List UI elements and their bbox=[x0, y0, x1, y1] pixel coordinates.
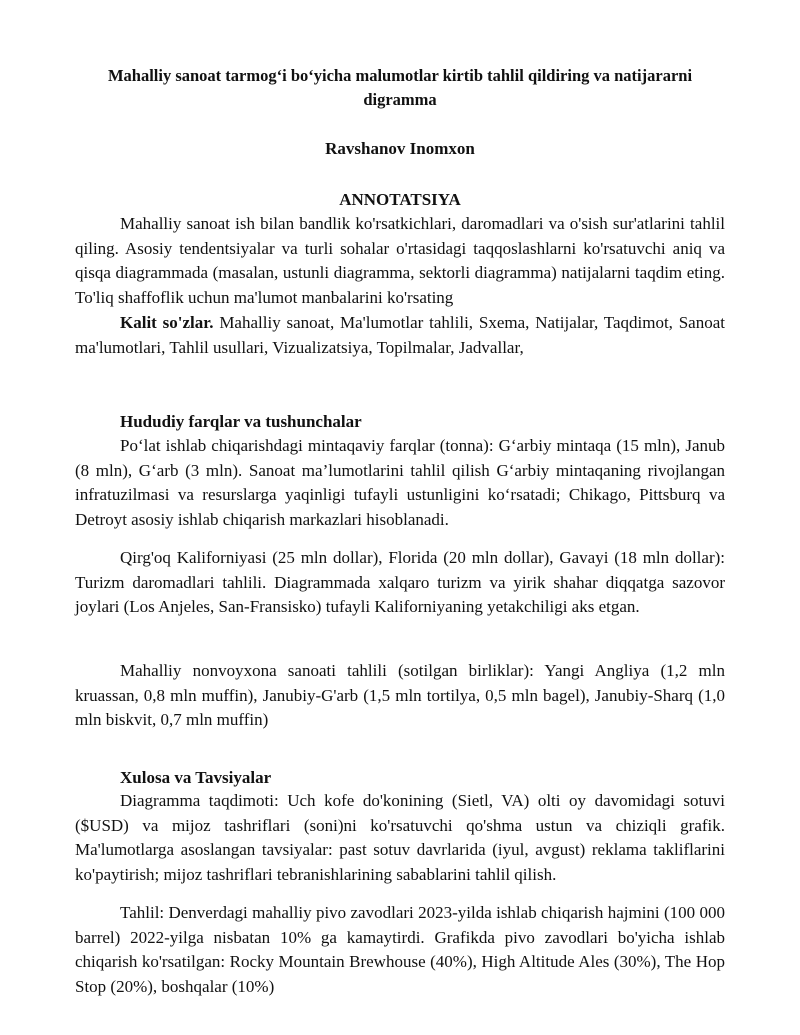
paragraph-bakery: Mahalliy nonvoyxona sanoati tahlili (sotilgan birliklar): Yangi Angliya (1,2 mln kruassan, 0,8 mln muffin), Janubiy-G'arb (1,5 mln tortilya, 0,5 mln bagel), Janubiy-Sharq (1,0 mln biskvit, 0,7 mln muffin) bbox=[75, 661, 725, 729]
section-heading-regional: Hududiy farqlar va tushunchalar bbox=[120, 412, 362, 431]
paper-title: Mahalliy sanoat tarmog‘i bo‘yicha malumotlar kirtib tahlil qildiring va natijararni digramma bbox=[107, 66, 693, 109]
keywords-label: Kalit so'zlar. bbox=[120, 313, 214, 332]
paragraph-tourism: Qirg'oq Kaliforniyasi (25 mln dollar), Florida (20 mln dollar), Gavayi (18 mln dollar): Turizm daromadlari tahlili. Diagrammada xalqaro turizm va yirik shahar diqqatga sazovor joylari (Los Anjeles, San-Fransisko) tufayli Kaliforniyaning yetakchiligi aks etgan. bbox=[75, 548, 725, 616]
paragraph-steel: Po‘lat ishlab chiqarishdagi mintaqaviy farqlar (tonna): G‘arbiy mintaqa (15 mln), Janub (8 mln), G‘arb (3 mln). Sanoat ma’lumotlarini tahlil qilish G‘arbiy mintaqaning rivojlangan infratuzilmasi va resurslarga yaqinligi tufayli ustunligini ko‘rsatadi; Chikago, Pittsburq va Detroyt asosiy ishlab chiqarish markazlari hisoblanadi. bbox=[75, 436, 725, 529]
author-name: Ravshanov Inomxon bbox=[325, 139, 475, 158]
annotation-paragraph: Mahalliy sanoat ish bilan bandlik ko'rsatkichlari, daromadlari va o'sish sur'atlarini tahlil qiling. Asosiy tendentsiyalar va turli sohalar o'rtasidagi taqqoslashlarni ko'rsatuvchi aniq va qisqa diagrammada (masalan, ustunli diagramma, sektorli diagramma) natijalarni taqdim eting. To'liq shaffoflik uchun ma'lumot manbalarini ko'rsating bbox=[75, 214, 725, 307]
keywords-text: Mahalliy sanoat, Ma'lumotlar tahlili, Sxema, Natijalar, Taqdimot, Sanoat ma'lumotlari, Tahlil usullari, Vizualizatsiya, Topilmalar, Jadvallar, bbox=[75, 313, 725, 357]
paragraph-brewery: Tahlil: Denverdagi mahalliy pivo zavodlari 2023-yilda ishlab chiqarish hajmini (100 000 barrel) 2022-yilga nisbatan 10% ga kamaytirdi. Grafikda pivo zavodlari bo'yicha ishlab chiqarish ko'rsatilgan: Rocky Mountain Brewhouse (40%), High Altitude Ales (30%), The Hop Stop (20%), boshqalar (10%) bbox=[75, 903, 725, 996]
keywords-paragraph bbox=[75, 311, 725, 360]
paragraph-coffee: Diagramma taqdimoti: Uch kofe do'konining (Sietl, VA) olti oy davomidagi sotuvi ($USD) va mijoz tashriflari (soni)ni ko'rsatuvchi qo'shma ustun va chiziqli grafik. Ma'lumotlarga asoslangan tavsiyalar: past sotuv davrlarida (iyul, avgust) reklama takliflarini ko'paytirish; mijoz tashriflari tebranishlarining sabablarini tahlil qilish. bbox=[75, 791, 725, 884]
section-heading-conclusion: Xulosa va Tavsiyalar bbox=[120, 768, 272, 787]
annotation-heading: ANNOTATSIYA bbox=[339, 190, 461, 209]
